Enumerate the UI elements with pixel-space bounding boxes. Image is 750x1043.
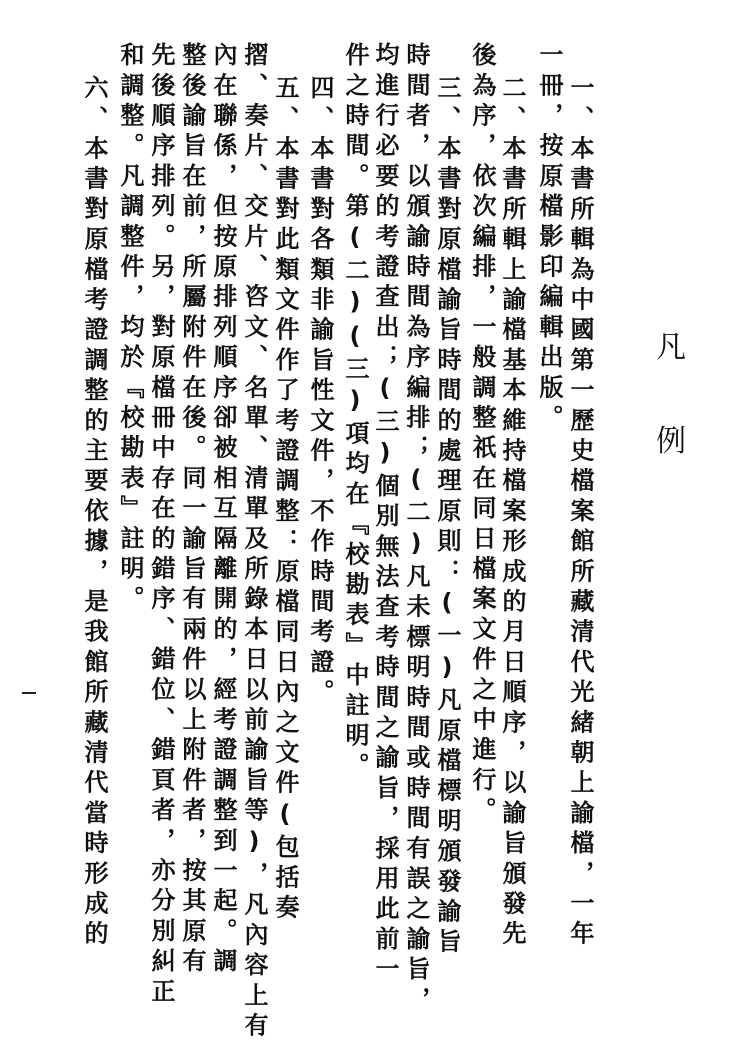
text-column-item-4-line-1: 四、本書對各類非諭旨性文件，不作時間考證。 [306,75,334,710]
text-column-item-5-line-3: 內在聯係，但按原排列順序卻被相互隔離開的，經考證調整到一起。調 [209,42,237,979]
text-column-item-3-line-3: 均進行必要的考證查出；(三)個別無法查考時間之諭旨，採用此前一 [371,42,399,987]
text-column-item-5-line-1: 五、本書對此類文件作了考證調整：原檔同日內之文件(包括奏 [271,75,299,925]
text-column-item-1-line-1: 一、本書所輯為中國第一歷史檔案館所藏清代光緒朝上諭檔，一年 [566,75,594,951]
text-column-item-1-line-2: 一冊，按原檔影印編輯出版。 [535,42,563,435]
text-column-item-3-line-2: 時間者，以頒諭時間為序編排；(二)凡未標明時間或時間有誤之諭旨， [402,42,430,1017]
title-char-2: 例 [656,424,686,459]
text-column-item-3-line-1: 三、本書對原檔諭旨時間的處理原則：(一)凡原檔標明頒發諭旨 [433,75,461,959]
text-column-item-5-line-2: 摺、奏片、交片、咨文、名單、清單及所錄本日以前諭旨等)，凡內容上有 [240,42,268,1043]
text-column-item-5-line-6: 和調整。凡調整件，均於『校勘表』註明。 [116,42,144,616]
text-column-item-5-line-5: 先後順序排列。另，對原檔冊中存在的錯序、錯位、錯頁者，亦分別糾正 [147,42,175,1009]
title-char-1: 凡 [656,330,686,365]
text-column-item-3-line-4: 件之時間。第(二)(三)項均在『校勘表』中註明。 [341,42,369,783]
text-column-item-2-line-1: 二、本書所輯上諭檔基本維持檔案形成的月日順序，以諭旨頒發先 [498,75,526,951]
text-column-item-2-line-2: 後為序，依次編排，一般調整祇在同日檔案文件之中進行。 [468,42,496,828]
text-column-item-5-line-4: 整後諭旨在前，所屬附件在後。同一諭旨有兩件以上附件者，按其原有 [178,42,206,979]
text-column-item-6-line-1: 六、本書對原檔考證調整的主要依據，是我館所藏清代當時形成的 [80,75,108,951]
page-number-marker [22,692,36,694]
